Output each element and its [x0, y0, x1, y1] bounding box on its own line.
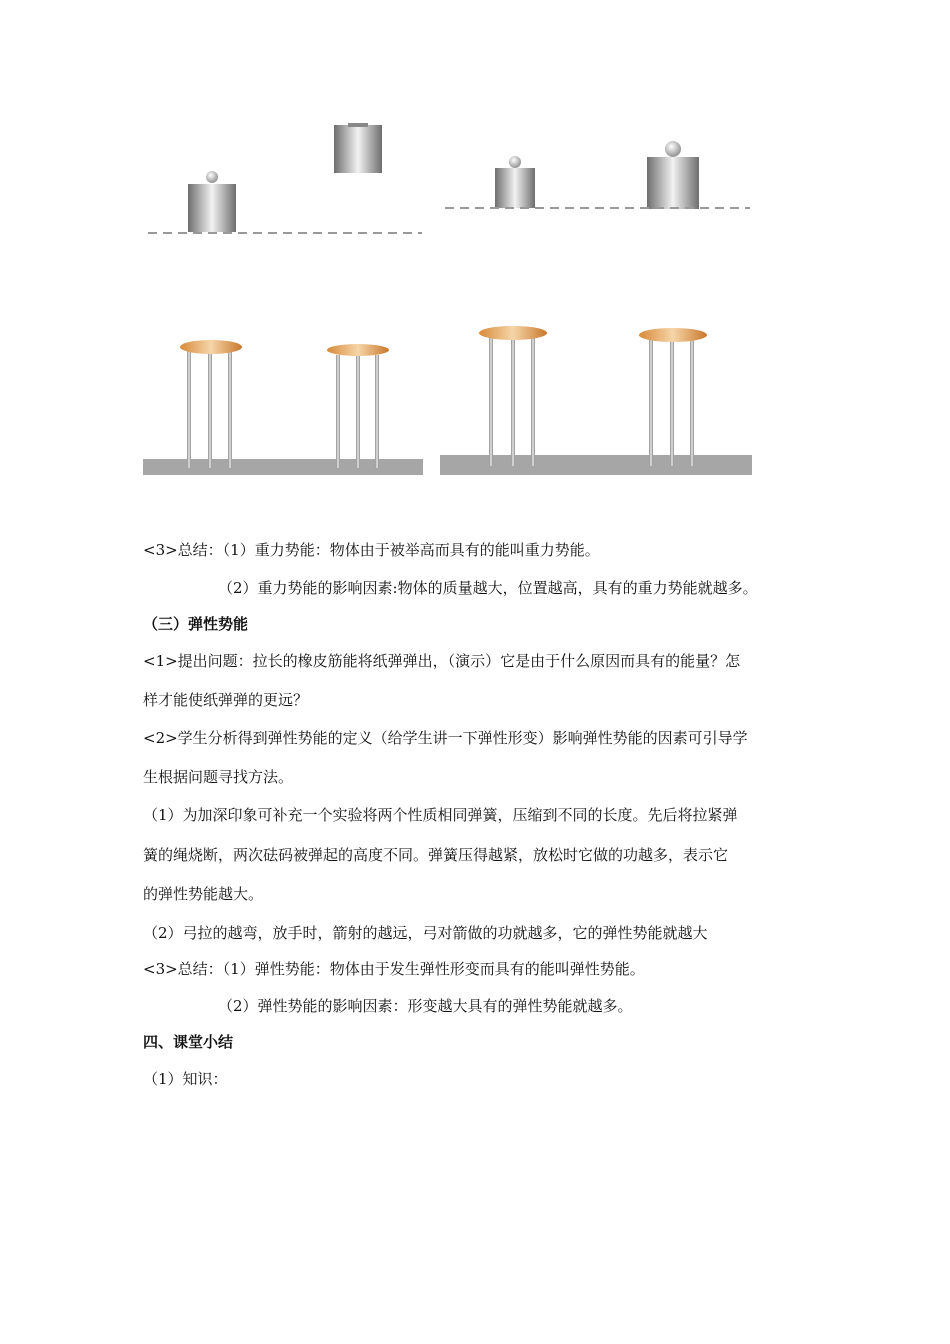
weights-figure — [140, 115, 760, 245]
summary-gravity-line-2: （2）重力势能的影响因素:物体的质量越大，位置越高，具有的重力势能就越多。 — [218, 579, 758, 597]
question-2-line-1: <2>学生分析得到弹性势能的定义（给学生讲一下弹性形变）影响弹性势能的因素可引导学 — [143, 729, 748, 747]
experiment-1-line-3: 的弹性势能越大。 — [143, 885, 264, 903]
large-weight-right — [647, 141, 699, 209]
experiment-2-line-1: （2）弓拉的越弯，放手时，箭射的越远，弓对箭做的功就越多，它的弹性势能就越大 — [143, 924, 708, 942]
small-weight-right — [495, 156, 535, 208]
question-1-line-1: <1>提出问题：拉长的橡皮筋能将纸弹弹出，（演示）它是由于什么原因而具有的能量？怎 — [143, 652, 741, 670]
summary-elastic-line-2: （2）弹性势能的影响因素：形变越大具有的弹性势能就越多。 — [218, 997, 633, 1015]
weight-raised-left — [334, 123, 382, 173]
stool-4 — [639, 328, 707, 466]
stools-figure — [140, 322, 760, 480]
knowledge-line: （1）知识： — [143, 1070, 228, 1088]
heading-class-summary: 四、课堂小结 — [143, 1033, 234, 1051]
stool-3 — [479, 326, 547, 466]
question-1-line-2: 样才能使纸弹弹的更远？ — [143, 691, 309, 709]
stool-1 — [180, 340, 242, 468]
weight-on-ground-left — [188, 171, 236, 232]
ground-left — [143, 459, 423, 475]
experiment-1-line-1: （1）为加深印象可补充一个实验将两个性质相同弹簧，压缩到不同的长度。先后将拉紧弹 — [143, 806, 738, 824]
heading-elastic-potential: （三）弹性势能 — [143, 615, 249, 633]
experiment-1-line-2: 簧的绳烧断，两次砝码被弹起的高度不同。弹簧压得越紧，放松时它做的功越多，表示它 — [143, 846, 729, 864]
stool-2 — [327, 344, 389, 468]
summary-elastic-line-1: <3>总结：（1）弹性势能：物体由于发生弹性形变而具有的能叫弹性势能。 — [143, 960, 645, 978]
ground-right — [440, 455, 752, 475]
question-2-line-2: 生根据问题寻找方法。 — [143, 768, 294, 786]
summary-gravity-line-1: <3>总结：（1）重力势能：物体由于被举高而具有的能叫重力势能。 — [143, 541, 600, 559]
